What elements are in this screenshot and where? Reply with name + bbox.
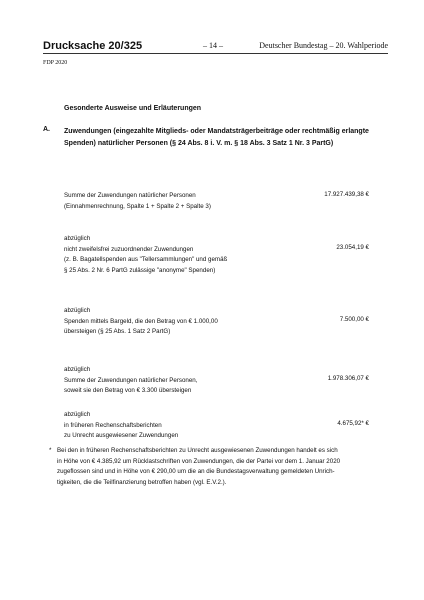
document-number-value: 325: [123, 40, 143, 52]
row-line: abzüglich: [64, 307, 91, 314]
footnote-line: tigkeiten, die die Teilfinanzierung betroffen haben (vgl. E.V.2.).: [57, 478, 227, 486]
item-heading: Zuwendungen (eingezahlte Mitglieds- oder Mandatsträgerbeiträge oder rechtmäßig erlangte Spenden) natürlicher Personen (§ 24 Abs. 8 i. V. m. § 18 Abs. 3 Satz 1 Nr. 3 PartG): [64, 128, 369, 147]
row-line: abzüglich: [64, 366, 91, 373]
row-line: abzüglich: [64, 411, 91, 418]
item-letter: A.: [43, 126, 50, 133]
row-amount: 23.054,19 €: [336, 244, 369, 251]
parliament-period: Deutscher Bundestag – 20. Wahlperiode: [259, 41, 388, 50]
row-description: [64, 306, 218, 338]
row-line: (Einnahmenrechnung, Spalte 1 + Spalte 2 + Spalte 3): [64, 202, 211, 210]
row-line: Summe der Zuwendungen natürlicher Personen,: [64, 376, 198, 384]
header-rule: [43, 53, 388, 54]
row-line: (z. B. Bagatellspenden aus "Tellersammlungen" und gemäß: [64, 256, 228, 263]
party-label: FDP 2020: [43, 60, 68, 66]
footnote-line: zugeflossen sind und in Höhe von € 290,00 um die an die Bundestagsverwaltung gemeldeten Unrich-: [57, 468, 335, 475]
row-amount: 4.675,92* €: [337, 420, 369, 427]
row-line: Spenden mittels Bargeld, die den Betrag von € 1.000,00: [64, 317, 218, 325]
document-number: [43, 40, 142, 52]
section-title: Gesonderte Ausweise und Erläuterungen: [64, 105, 202, 112]
row-line: nicht zweifelsfrei zuzuordnender Zuwendungen: [64, 245, 194, 253]
row-description: [64, 365, 197, 397]
footnote-line: in Höhe von € 4.385,92 um Rücklastschriften von Zuwendungen, die der Partei vor dem 1. Januar 2020: [57, 457, 341, 465]
row-line: zu Unrecht ausgewiesener Zuwendungen: [64, 432, 179, 439]
row-description: [64, 191, 211, 212]
row-line: Summe der Zuwendungen natürlicher Personen: [64, 192, 196, 199]
footnote-marker: *: [49, 447, 52, 454]
row-line: übersteigen (§ 25 Abs. 1 Satz 2 PartG): [64, 328, 171, 335]
row-amount: 7.500,00 €: [339, 316, 369, 323]
row-line: abzüglich: [64, 235, 91, 242]
row-description: [64, 234, 227, 276]
page-number: – 14 –: [203, 41, 223, 50]
row-line: in früheren Rechenschaftsberichten: [64, 421, 162, 429]
row-description: [64, 410, 178, 442]
row-line: soweit sie den Betrag von € 3.300 übersteigen: [64, 387, 192, 394]
footnote: [49, 446, 377, 488]
row-amount: 17.927.439,38 €: [324, 191, 369, 198]
footnote-line: Bei den in früheren Rechenschaftsberichten zu Unrecht ausgewiesenen Zuwendungen handelt es sich: [57, 447, 338, 454]
row-amount: 1.978.306,07 €: [327, 375, 369, 382]
document-label: Drucksache 20/: [43, 40, 124, 52]
row-line: § 25 Abs. 2 Nr. 6 PartG zulässige "anonyme" Spenden): [64, 266, 216, 274]
